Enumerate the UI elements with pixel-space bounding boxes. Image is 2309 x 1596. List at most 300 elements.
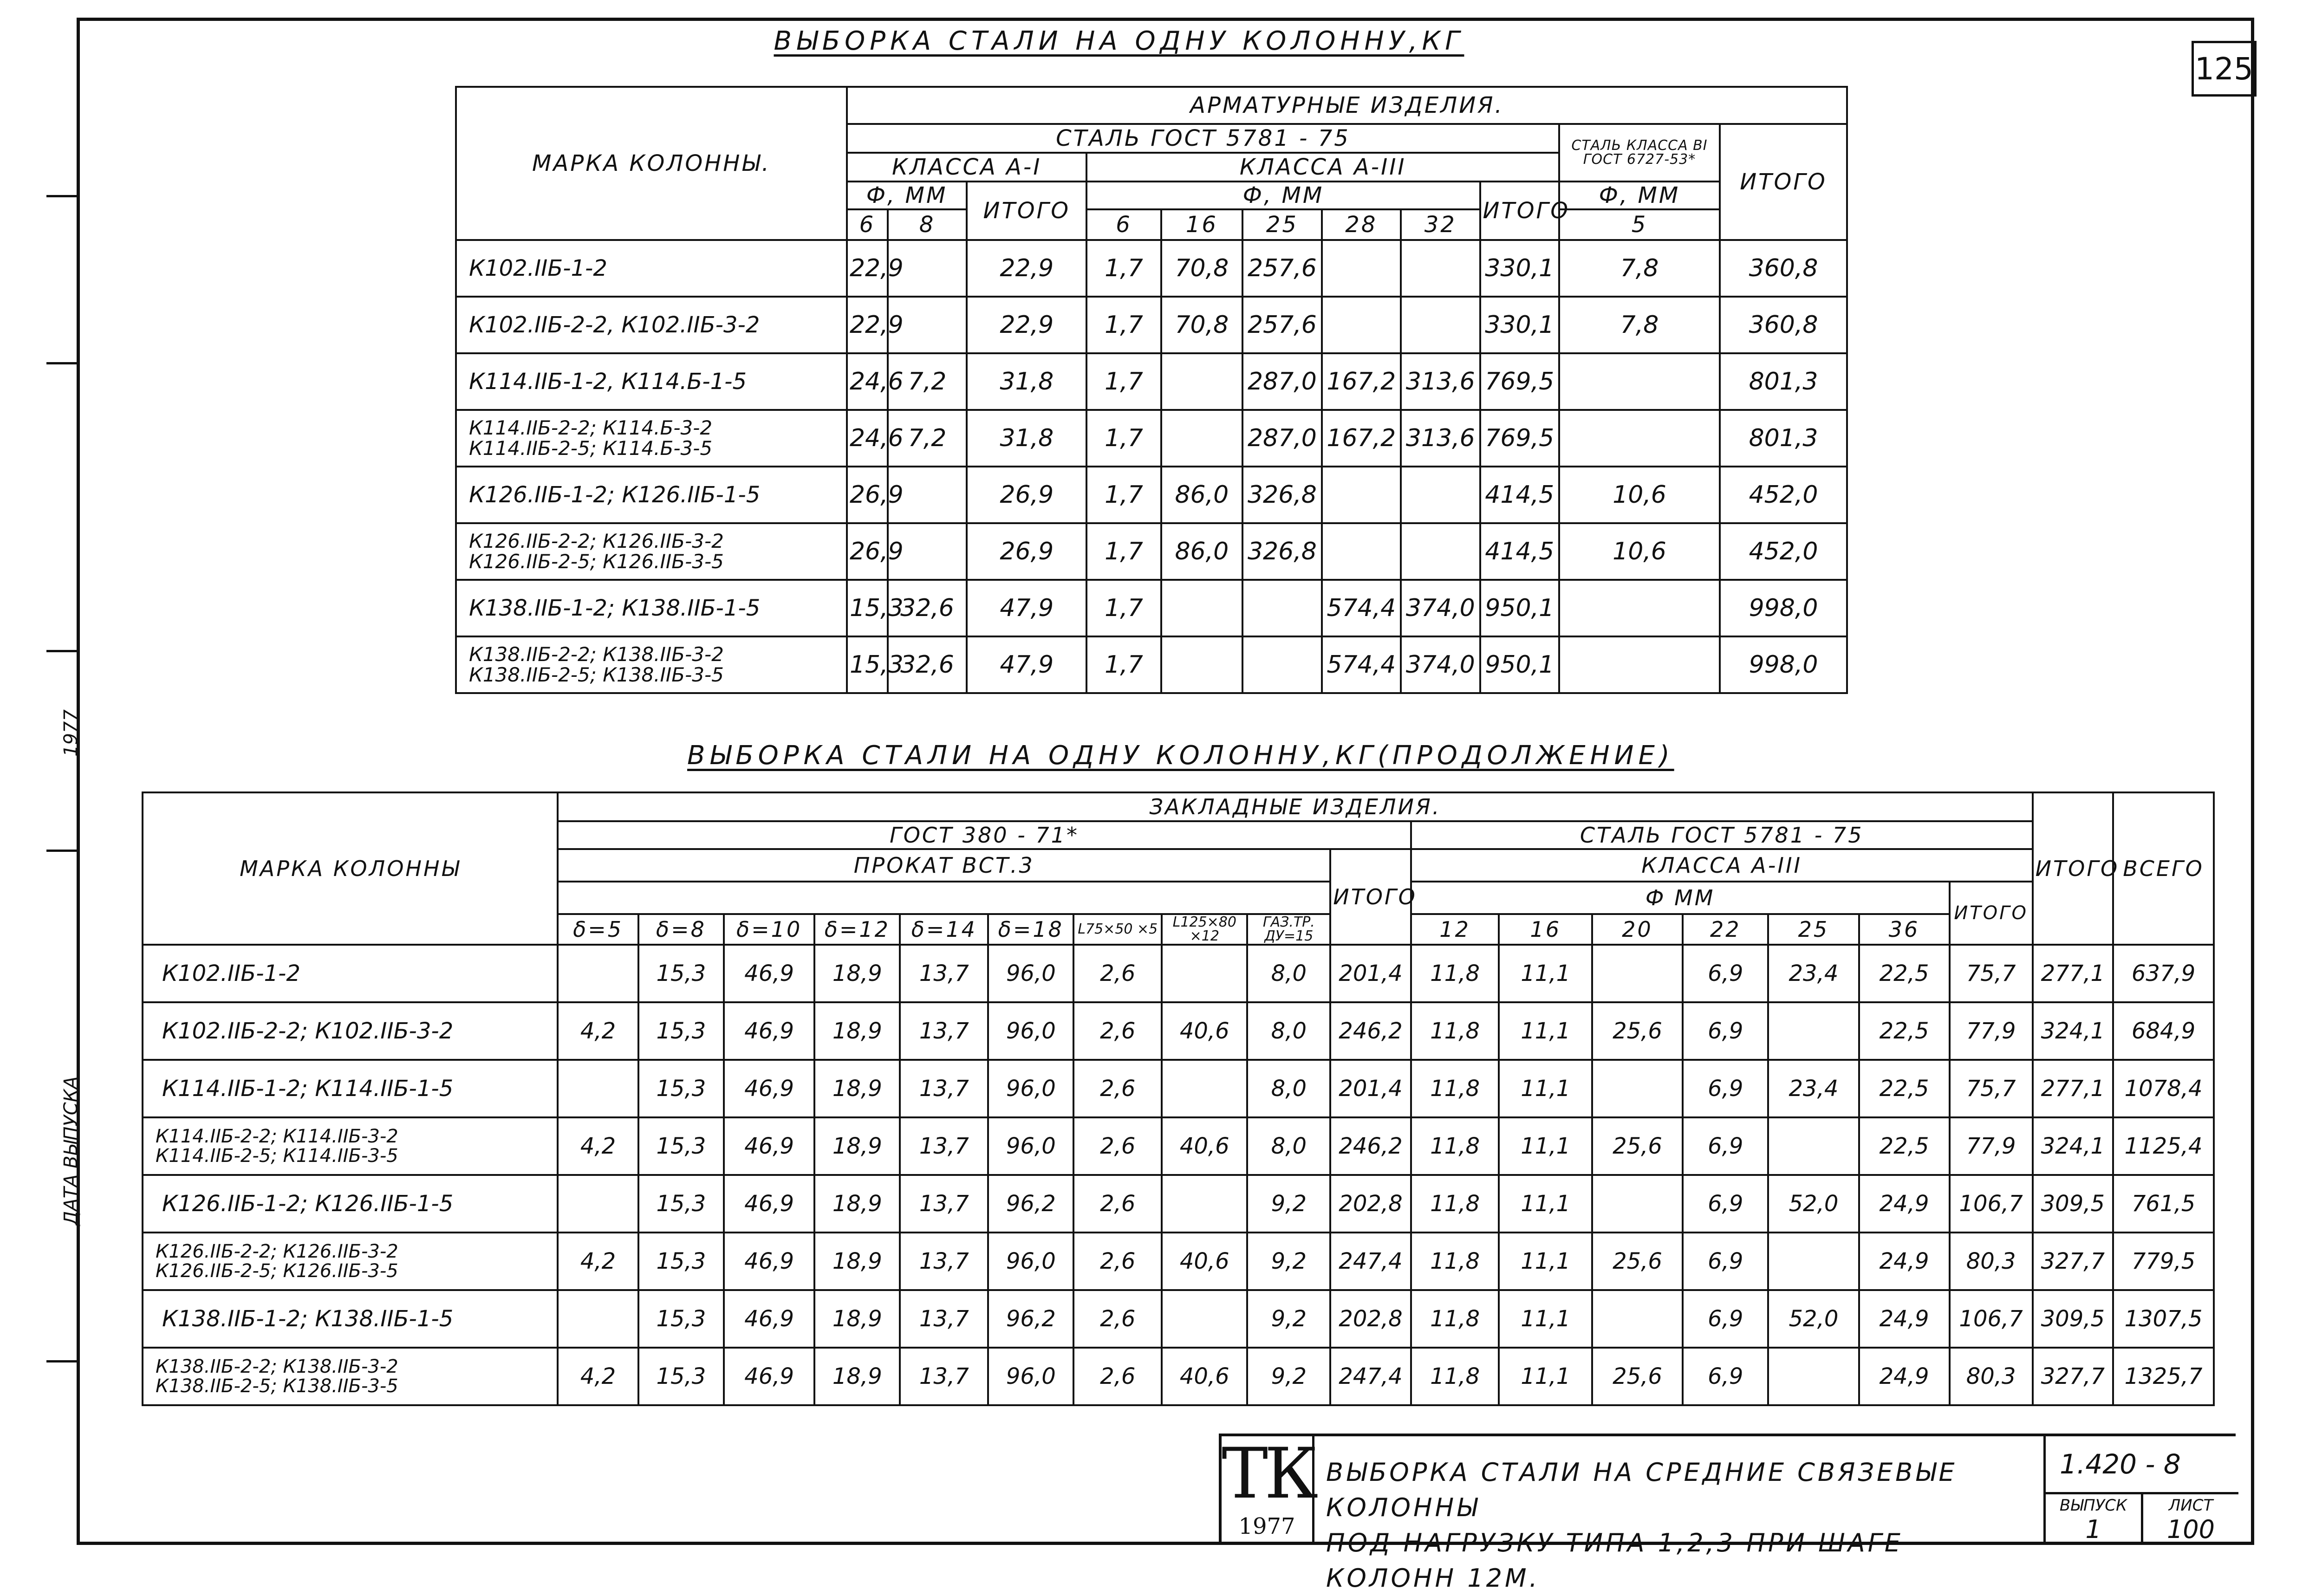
document-code: 1.420 - 8 (2043, 1436, 2238, 1492)
value-cell: 277,1 (2033, 1060, 2113, 1117)
column-mark-cell (143, 1117, 558, 1175)
value-cell: 769,5 (1480, 353, 1559, 410)
table-row (456, 410, 1847, 467)
t2-header-steel: СТАЛЬ ГОСТ 5781 - 75 (1411, 821, 2033, 849)
column-mark: К126.IIБ-2-5; К126.IIБ-3-5 (469, 550, 724, 573)
value-cell: 40,6 (1162, 1348, 1247, 1405)
column-mark: К114.IIБ-2-5; К114.Б-3-5 (469, 437, 713, 460)
value-cell: 15,3 (638, 1117, 724, 1175)
tk-year: 1977 (1238, 1513, 1295, 1539)
table-row (143, 1233, 2214, 1290)
value-cell (558, 1290, 638, 1348)
column-mark: К114.IIБ-2-5; К114.IIБ-3-5 (156, 1145, 398, 1167)
column-mark-cell (143, 1290, 558, 1348)
value-cell: 70,8 (1161, 297, 1243, 353)
table-row (456, 353, 1847, 410)
value-cell: 324,1 (2033, 1117, 2113, 1175)
value-cell: 167,2 (1322, 353, 1401, 410)
value-cell: 1,7 (1086, 353, 1161, 410)
value-cell: 7,2 (888, 410, 967, 467)
value-cell: 15,3 (638, 1348, 724, 1405)
value-cell (1559, 636, 1720, 693)
value-cell: 96,0 (988, 1060, 1073, 1117)
value-cell: 2,6 (1073, 1117, 1162, 1175)
value-cell: 13,7 (900, 945, 988, 1002)
value-cell: 22,5 (1859, 1117, 1950, 1175)
value-cell: 18,9 (814, 1060, 900, 1117)
value-cell: 46,9 (724, 1348, 814, 1405)
value-cell: 1078,4 (2113, 1060, 2214, 1117)
value-cell: 9,2 (1247, 1175, 1330, 1233)
t1-header-mark: МАРКА КОЛОННЫ. (456, 87, 847, 240)
t2-header-p: δ=5 (558, 914, 638, 945)
value-cell: 77,9 (1950, 1117, 2033, 1175)
steel-table-1 (455, 86, 1848, 694)
value-cell: 309,5 (2033, 1290, 2113, 1348)
value-cell: 24,9 (1859, 1233, 1950, 1290)
value-cell: 18,9 (814, 1002, 900, 1060)
column-mark-cell (143, 945, 558, 1002)
table-row (143, 1290, 2214, 1348)
value-cell (558, 945, 638, 1002)
value-cell: 246,2 (1330, 1002, 1411, 1060)
value-cell: 96,0 (988, 945, 1073, 1002)
value-cell: 32,6 (888, 636, 967, 693)
table-row (456, 523, 1847, 580)
value-cell: 4,2 (558, 1348, 638, 1405)
column-mark-cell (456, 467, 847, 523)
column-mark-cell (143, 1348, 558, 1405)
t2-header-p: δ=8 (638, 914, 724, 945)
value-cell: 52,0 (1768, 1175, 1859, 1233)
value-cell: 22,9 (967, 297, 1086, 353)
value-cell: 6,9 (1683, 1117, 1768, 1175)
value-cell: 96,0 (988, 1348, 1073, 1405)
value-cell: 167,2 (1322, 410, 1401, 467)
value-cell: 8,0 (1247, 945, 1330, 1002)
value-cell: 26,9 (967, 523, 1086, 580)
value-cell: 374,0 (1401, 580, 1480, 636)
value-cell (1592, 1175, 1683, 1233)
value-cell: 96,2 (988, 1175, 1073, 1233)
value-cell: 11,1 (1499, 1233, 1592, 1290)
value-cell: 15,3 (638, 1002, 724, 1060)
value-cell: 246,2 (1330, 1117, 1411, 1175)
value-cell (1768, 1348, 1859, 1405)
value-cell: 201,4 (1330, 945, 1411, 1002)
value-cell (1162, 1175, 1247, 1233)
value-cell: 1,7 (1086, 240, 1161, 297)
column-mark: К126.IIБ-2-2; К126.IIБ-3-2 (156, 1241, 398, 1262)
value-cell (1161, 353, 1243, 410)
sheet-title (1326, 1455, 2032, 1596)
column-mark: К126.IIБ-2-2; К126.IIБ-3-2 (469, 530, 724, 552)
table-row (456, 636, 1847, 693)
column-mark-cell (456, 410, 847, 467)
t2-header-p: ГАЗ.ТР. ДУ=15 (1247, 914, 1330, 945)
column-mark: К126.IIБ-2-5; К126.IIБ-3-5 (156, 1260, 398, 1282)
value-cell: 25,6 (1592, 1002, 1683, 1060)
t2-header-d: 12 (1411, 914, 1499, 945)
value-cell (1559, 353, 1720, 410)
margin-mark (46, 1360, 77, 1362)
value-cell: 77,9 (1950, 1002, 2033, 1060)
value-cell: 106,7 (1950, 1290, 2033, 1348)
value-cell (1322, 467, 1401, 523)
value-cell: 309,5 (2033, 1175, 2113, 1233)
value-cell: 374,0 (1401, 636, 1480, 693)
t2-header-group: ЗАКЛАДНЫЕ ИЗДЕЛИЯ. (558, 792, 2032, 821)
column-mark: К114.IIБ-1-2; К114.IIБ-1-5 (162, 1076, 454, 1102)
t1-header-class-a3: КЛАССА А-III (1086, 153, 1559, 182)
t1-header-d: 5 (1559, 209, 1720, 240)
value-cell (1768, 1233, 1859, 1290)
value-cell: 46,9 (724, 1233, 814, 1290)
column-mark: К138.IIБ-1-2; К138.IIБ-1-5 (162, 1306, 454, 1332)
value-cell: 2,6 (1073, 1002, 1162, 1060)
value-cell: 11,8 (1411, 1290, 1499, 1348)
value-cell: 8,0 (1247, 1060, 1330, 1117)
value-cell: 6,9 (1683, 1290, 1768, 1348)
margin-mark (46, 850, 77, 852)
value-cell: 201,4 (1330, 1060, 1411, 1117)
value-cell: 26,9 (847, 523, 888, 580)
value-cell: 11,8 (1411, 1233, 1499, 1290)
t2-header-blank (558, 882, 1330, 914)
value-cell (1559, 580, 1720, 636)
side-year: 1977 (60, 709, 82, 757)
value-cell: 1125,4 (2113, 1117, 2214, 1175)
steel-table-2 (142, 792, 2215, 1406)
t2-header-p: δ=18 (988, 914, 1073, 945)
value-cell: 40,6 (1162, 1002, 1247, 1060)
sheet-label: ЛИСТ (2168, 1496, 2213, 1515)
value-cell: 8,0 (1247, 1002, 1330, 1060)
column-mark: К138.IIБ-2-5; К138.IIБ-3-5 (469, 663, 724, 686)
t2-header-gost380: ГОСТ 380 - 71* (558, 821, 1411, 849)
value-cell: 326,8 (1242, 467, 1321, 523)
value-cell: 80,3 (1950, 1233, 2033, 1290)
value-cell: 23,4 (1768, 1060, 1859, 1117)
t1-header-subtotal-a1: ИТОГО (967, 182, 1086, 240)
value-cell: 22,9 (967, 240, 1086, 297)
value-cell: 11,1 (1499, 945, 1592, 1002)
value-cell: 1,7 (1086, 410, 1161, 467)
t1-header-d: 32 (1401, 209, 1480, 240)
value-cell: 998,0 (1720, 636, 1847, 693)
t2-header-dia: Ф ММ (1411, 882, 1950, 914)
value-cell: 998,0 (1720, 580, 1847, 636)
table-row (143, 1060, 2214, 1117)
value-cell (1401, 467, 1480, 523)
value-cell (558, 1060, 638, 1117)
t2-header-subtotal-prokat: ИТОГО (1330, 849, 1411, 945)
t1-header-steel: СТАЛЬ ГОСТ 5781 - 75 (847, 124, 1559, 153)
sheet-cell (2141, 1492, 2238, 1545)
value-cell: 86,0 (1161, 467, 1243, 523)
value-cell: 574,4 (1322, 580, 1401, 636)
value-cell: 6,9 (1683, 1175, 1768, 1233)
value-cell: 950,1 (1480, 636, 1559, 693)
value-cell: 46,9 (724, 1060, 814, 1117)
value-cell: 360,8 (1720, 297, 1847, 353)
value-cell (1768, 1002, 1859, 1060)
t1-header-d: 8 (888, 209, 967, 240)
value-cell: 327,7 (2033, 1233, 2113, 1290)
value-cell: 4,2 (558, 1117, 638, 1175)
sheet-title-line2: ПОД НАГРУЗКУ ТИПА 1,2,3 ПРИ ШАГЕ КОЛОНН 12М. (1326, 1528, 1903, 1593)
value-cell: 324,1 (2033, 1002, 2113, 1060)
value-cell: 6,9 (1683, 945, 1768, 1002)
column-mark-cell (143, 1175, 558, 1233)
value-cell: 24,9 (1859, 1348, 1950, 1405)
value-cell: 8,0 (1247, 1117, 1330, 1175)
value-cell: 96,0 (988, 1233, 1073, 1290)
value-cell: 11,8 (1411, 1348, 1499, 1405)
t2-header-mark: МАРКА КОЛОННЫ (143, 792, 558, 945)
value-cell: 1,7 (1086, 580, 1161, 636)
value-cell: 11,8 (1411, 1002, 1499, 1060)
t2-header-p: δ=14 (900, 914, 988, 945)
value-cell: 13,7 (900, 1060, 988, 1117)
value-cell: 452,0 (1720, 467, 1847, 523)
value-cell: 18,9 (814, 1348, 900, 1405)
value-cell: 26,9 (847, 467, 888, 523)
value-cell: 40,6 (1162, 1117, 1247, 1175)
value-cell: 96,2 (988, 1290, 1073, 1348)
value-cell: 70,8 (1161, 240, 1243, 297)
value-cell: 1,7 (1086, 523, 1161, 580)
value-cell: 18,9 (814, 1117, 900, 1175)
value-cell: 6,9 (1683, 1233, 1768, 1290)
value-cell: 24,6 (847, 353, 888, 410)
t2-header-subtotal-a3: ИТОГО (1950, 882, 2033, 945)
value-cell (1401, 523, 1480, 580)
value-cell: 6,9 (1683, 1060, 1768, 1117)
value-cell: 360,8 (1720, 240, 1847, 297)
value-cell: 287,0 (1242, 353, 1321, 410)
value-cell: 11,1 (1499, 1117, 1592, 1175)
column-mark-cell (456, 523, 847, 580)
value-cell: 414,5 (1480, 467, 1559, 523)
value-cell: 326,8 (1242, 523, 1321, 580)
value-cell (1162, 945, 1247, 1002)
column-mark-cell (143, 1002, 558, 1060)
column-mark: К102.IIБ-1-2 (469, 255, 607, 281)
column-mark-cell (143, 1233, 558, 1290)
value-cell: 202,8 (1330, 1290, 1411, 1348)
value-cell: 11,8 (1411, 945, 1499, 1002)
column-mark: К138.IIБ-2-5; К138.IIБ-3-5 (156, 1375, 398, 1397)
value-cell: 32,6 (888, 580, 967, 636)
value-cell: 2,6 (1073, 1348, 1162, 1405)
value-cell: 1307,5 (2113, 1290, 2214, 1348)
value-cell: 779,5 (2113, 1233, 2214, 1290)
value-cell: 10,6 (1559, 523, 1720, 580)
value-cell: 25,6 (1592, 1117, 1683, 1175)
value-cell: 11,8 (1411, 1175, 1499, 1233)
value-cell: 7,8 (1559, 240, 1720, 297)
column-mark: К102.IIБ-2-2; К102.IIБ-3-2 (162, 1018, 454, 1044)
value-cell: 247,4 (1330, 1348, 1411, 1405)
margin-mark (46, 362, 77, 364)
value-cell: 22,5 (1859, 945, 1950, 1002)
value-cell: 1,7 (1086, 467, 1161, 523)
t1-header-subtotal-a3: ИТОГО (1480, 182, 1559, 240)
value-cell: 46,9 (724, 1117, 814, 1175)
t2-header-vsego: ВСЕГО (2113, 792, 2214, 945)
page-number: 125 (2192, 41, 2257, 97)
value-cell: 18,9 (814, 945, 900, 1002)
value-cell: 24,9 (1859, 1290, 1950, 1348)
value-cell: 11,1 (1499, 1175, 1592, 1233)
table-row (456, 467, 1847, 523)
t2-header-d: 25 (1768, 914, 1859, 945)
column-mark: К138.IIБ-1-2; К138.IIБ-1-5 (469, 595, 761, 621)
column-mark-cell (456, 636, 847, 693)
value-cell (1592, 1060, 1683, 1117)
t1-header-dia: Ф, ММ (1086, 182, 1480, 209)
value-cell: 414,5 (1480, 523, 1559, 580)
value-cell: 75,7 (1950, 945, 2033, 1002)
value-cell: 47,9 (967, 580, 1086, 636)
value-cell: 9,2 (1247, 1233, 1330, 1290)
value-cell: 769,5 (1480, 410, 1559, 467)
table-row (456, 240, 1847, 297)
t1-header-d: 6 (1086, 209, 1161, 240)
value-cell: 13,7 (900, 1348, 988, 1405)
column-mark-cell (143, 1060, 558, 1117)
value-cell (1401, 297, 1480, 353)
value-cell: 4,2 (558, 1233, 638, 1290)
value-cell: 86,0 (1161, 523, 1243, 580)
value-cell: 2,6 (1073, 1175, 1162, 1233)
value-cell (1401, 240, 1480, 297)
value-cell: 11,1 (1499, 1002, 1592, 1060)
value-cell: 7,8 (1559, 297, 1720, 353)
value-cell: 22,9 (847, 240, 888, 297)
value-cell: 6,9 (1683, 1348, 1768, 1405)
value-cell: 327,7 (2033, 1348, 2113, 1405)
t2-header-p: δ=12 (814, 914, 900, 945)
t1-header-total: ИТОГО (1720, 124, 1847, 240)
value-cell: 18,9 (814, 1233, 900, 1290)
column-mark: К114.IIБ-2-2; К114.Б-3-2 (469, 416, 713, 439)
value-cell: 15,3 (638, 1175, 724, 1233)
value-cell (1242, 580, 1321, 636)
value-cell: 11,8 (1411, 1117, 1499, 1175)
t1-header-dia: Ф, ММ (1559, 182, 1720, 209)
column-mark: К126.IIБ-1-2; К126.IIБ-1-5 (162, 1191, 454, 1217)
t1-header-d: 28 (1322, 209, 1401, 240)
value-cell: 13,7 (900, 1175, 988, 1233)
value-cell: 2,6 (1073, 1233, 1162, 1290)
value-cell (558, 1175, 638, 1233)
value-cell (1242, 636, 1321, 693)
value-cell: 684,9 (2113, 1002, 2214, 1060)
value-cell: 2,6 (1073, 945, 1162, 1002)
value-cell: 637,9 (2113, 945, 2214, 1002)
t2-header-p: L75×50 ×5 (1073, 914, 1162, 945)
value-cell (1559, 410, 1720, 467)
tk-logo (1222, 1436, 1314, 1545)
value-cell: 574,4 (1322, 636, 1401, 693)
value-cell: 7,2 (888, 353, 967, 410)
t2-header-d: 22 (1683, 914, 1768, 945)
column-mark-cell (456, 297, 847, 353)
value-cell: 6,9 (1683, 1002, 1768, 1060)
t1-header-d: 25 (1242, 209, 1321, 240)
value-cell: 452,0 (1720, 523, 1847, 580)
value-cell: 11,8 (1411, 1060, 1499, 1117)
value-cell: 257,6 (1242, 297, 1321, 353)
t1-header-d: 6 (847, 209, 888, 240)
value-cell: 96,0 (988, 1117, 1073, 1175)
t2-header-itogo: ИТОГО (2033, 792, 2113, 945)
value-cell: 52,0 (1768, 1290, 1859, 1348)
value-cell: 31,8 (967, 353, 1086, 410)
value-cell: 330,1 (1480, 240, 1559, 297)
value-cell: 26,9 (967, 467, 1086, 523)
table-row (456, 297, 1847, 353)
value-cell: 15,3 (638, 1233, 724, 1290)
value-cell: 11,1 (1499, 1348, 1592, 1405)
value-cell: 80,3 (1950, 1348, 2033, 1405)
series-label: ВЫПУСК (2059, 1496, 2127, 1515)
t1-header-d: 16 (1161, 209, 1243, 240)
value-cell: 330,1 (1480, 297, 1559, 353)
value-cell: 15,3 (847, 580, 888, 636)
value-cell: 31,8 (967, 410, 1086, 467)
value-cell: 10,6 (1559, 467, 1720, 523)
value-cell: 313,6 (1401, 353, 1480, 410)
value-cell (1161, 410, 1243, 467)
value-cell: 18,9 (814, 1175, 900, 1233)
value-cell (1592, 945, 1683, 1002)
value-cell: 22,5 (1859, 1060, 1950, 1117)
table-row (143, 1002, 2214, 1060)
value-cell: 24,6 (847, 410, 888, 467)
t2-header-class-a3: КЛАССА А-III (1411, 849, 2033, 882)
column-mark: К114.IIБ-1-2, К114.Б-1-5 (469, 369, 747, 395)
value-cell: 247,4 (1330, 1233, 1411, 1290)
value-cell: 106,7 (1950, 1175, 2033, 1233)
value-cell (1322, 523, 1401, 580)
series-cell (2043, 1492, 2141, 1545)
value-cell: 25,6 (1592, 1233, 1683, 1290)
table-row (456, 580, 1847, 636)
value-cell: 761,5 (2113, 1175, 2214, 1233)
column-mark-cell (456, 580, 847, 636)
value-cell: 46,9 (724, 1175, 814, 1233)
value-cell: 277,1 (2033, 945, 2113, 1002)
value-cell (1162, 1290, 1247, 1348)
value-cell: 15,3 (638, 945, 724, 1002)
value-cell (1161, 580, 1243, 636)
value-cell: 25,6 (1592, 1348, 1683, 1405)
value-cell: 2,6 (1073, 1060, 1162, 1117)
series-value: 1 (2085, 1515, 2101, 1544)
value-cell (1322, 240, 1401, 297)
sheet-value: 100 (2166, 1515, 2215, 1544)
margin-mark (46, 195, 77, 197)
value-cell: 13,7 (900, 1290, 988, 1348)
value-cell: 9,2 (1247, 1290, 1330, 1348)
t2-header-d: 20 (1592, 914, 1683, 945)
value-cell (1592, 1290, 1683, 1348)
t2-header-prokat: ПРОКАТ ВСТ.3 (558, 849, 1330, 882)
table-row (143, 1175, 2214, 1233)
